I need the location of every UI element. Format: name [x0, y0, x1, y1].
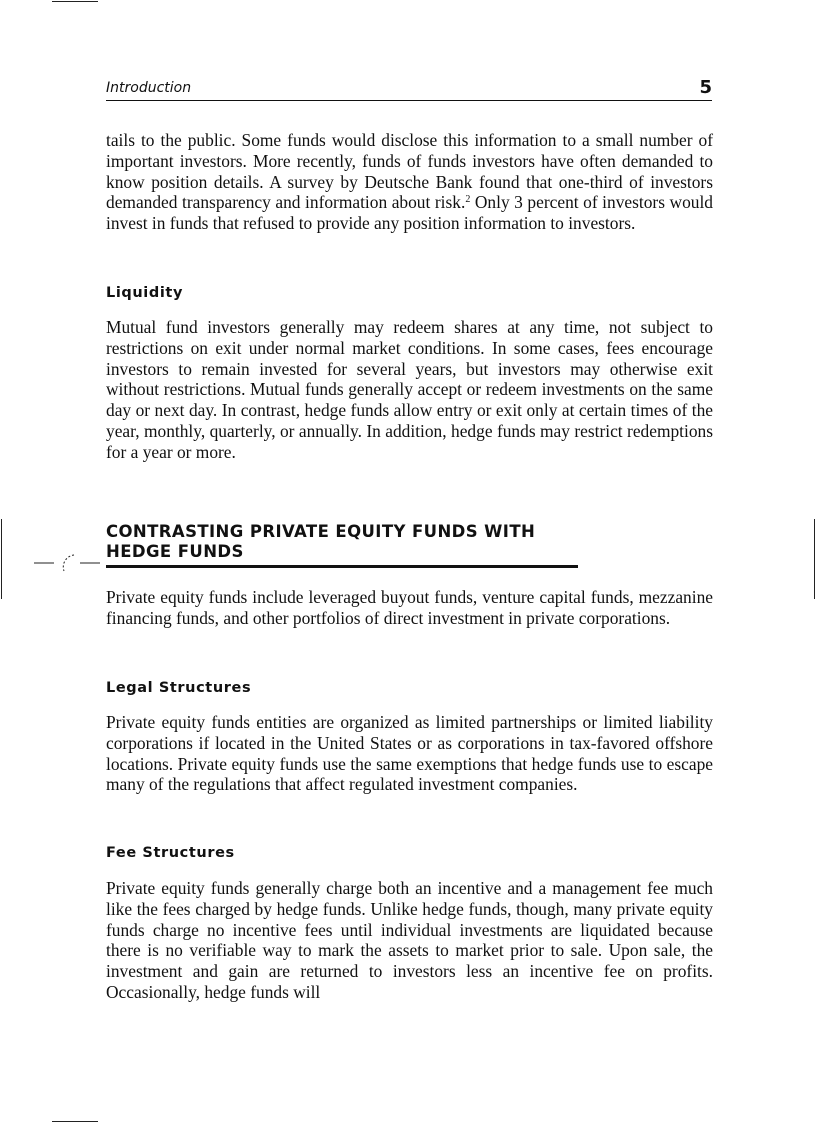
paragraph-liquidity: Mutual fund investors generally may redeem shares at any time, not subject to restrictions on exit under normal market conditions. In some cases, fees encourage investors to remain invested for several years, but investors may otherwise exit without restrictions. Mutual funds generally accept or redeem investments on the same day or next day. In contrast, hedge funds allow entry or exit only at certain times of the year, monthly, quarterly, or annually. In addition, hedge funds may restrict redemptions for a year or more. — [106, 317, 713, 462]
paragraph-disclosure-tail: Only 3 percent of investors would invest in funds that refused to provide any position information to investors. — [106, 192, 713, 234]
paragraph-fee-structures: Private equity funds generally charge both an incentive and a management fee much like the fees charged by hedge funds. Unlike hedge funds, though, many private equity funds charge no incentive fees until individual investments are liquidated because there is no verifiable way to mark the assets to market prior to sale. Upon sale, the investment and gain are returned to investors less an incentive fee on profits. Occasionally, hedge funds will — [106, 878, 713, 1002]
crop-mark-left — [1, 519, 2, 599]
paragraph-disclosure — [106, 130, 713, 234]
running-head — [106, 78, 712, 101]
section-heading-line-2: HEDGE FUNDS — [106, 542, 244, 561]
paragraph-private-equity-intro: Private equity funds include leveraged buyout funds, venture capital funds, mezzanine financing funds, and other portfolios of direct investment in private corporations. — [106, 587, 713, 628]
crop-mark-top — [52, 1, 98, 2]
crop-mark-right — [814, 519, 815, 599]
running-head-title: Introduction — [106, 80, 192, 96]
section-heading-line-1: CONTRASTING PRIVATE EQUITY FUNDS WITH — [106, 522, 536, 541]
crop-mark-bottom — [52, 1121, 98, 1122]
paragraph-disclosure-text: tails to the public. Some funds would disclose this information to a small number of important investors. More recently, funds of funds investors have often demanded to know position details. A survey by Deutsche Bank found that one-third of investors demanded transparency and information about risk. — [106, 130, 713, 213]
page-number: 5 — [699, 77, 712, 98]
section-heading — [106, 522, 578, 568]
heading-legal-structures: Legal Structures — [106, 680, 252, 696]
footnote-marker: 2 — [465, 194, 471, 206]
paragraph-legal-structures: Private equity funds entities are organized as limited partnerships or limited liability corporations if located in the United States or as corporations in tax-favored offshore locations. Private equity funds use the same exemptions that hedge funds use to escape many of the regulations that affect regulated investment companies. — [106, 712, 713, 795]
registration-mark-icon — [34, 550, 100, 576]
heading-fee-structures: Fee Structures — [106, 845, 235, 861]
heading-liquidity: Liquidity — [106, 285, 184, 301]
